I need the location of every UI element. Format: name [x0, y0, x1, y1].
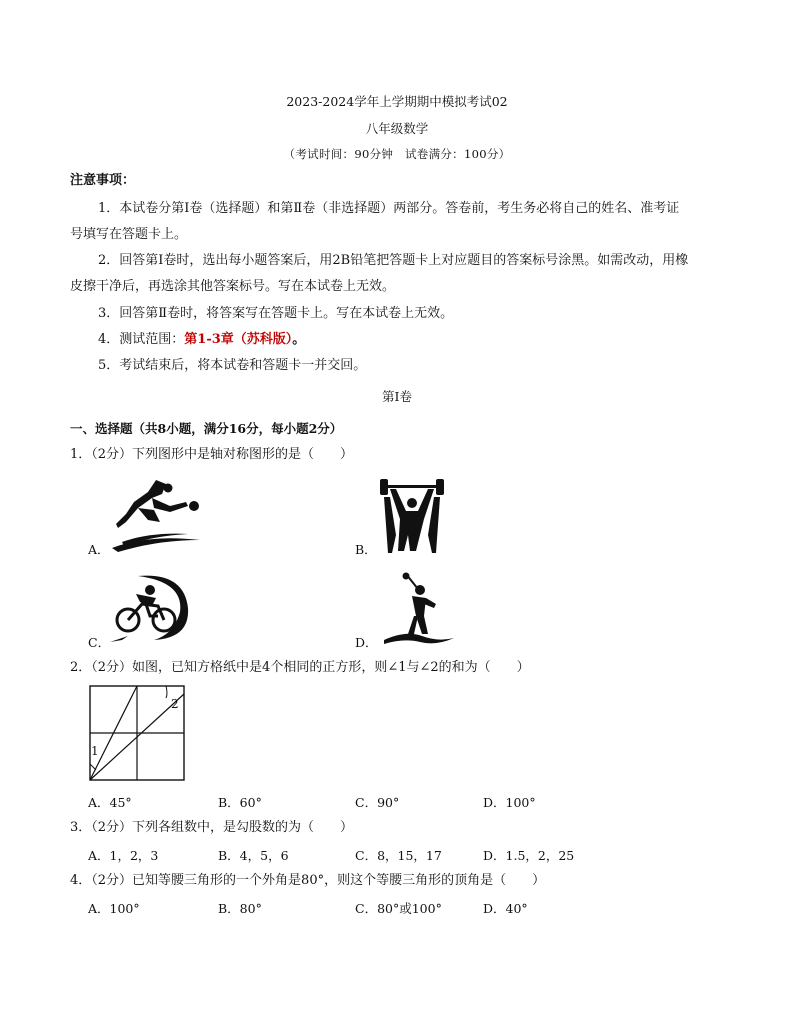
note-item-4 — [98, 331, 305, 349]
q4-option-a: A．100° — [88, 901, 140, 916]
note-item-5: 5．考试结束后，将本试卷和答题卡一并交回。 — [98, 358, 367, 373]
q4-option-d: D．40° — [483, 901, 528, 916]
q2-option-a: A．45° — [88, 795, 132, 810]
q2-option-c: C．90° — [355, 795, 400, 810]
note-item-2-line-1: 2．回答第Ⅰ卷时，选出每小题答案后，用2B铅笔把答题卡上对应题目的答案标号涂黑。如需改动，用橡 — [98, 253, 689, 268]
notes-heading: 注意事项： — [70, 173, 136, 188]
q1-option-c-label: C． — [88, 635, 111, 650]
q2-option-b: B．60° — [218, 795, 262, 810]
exam-title: 2023-2024学年上学期期中模拟考试02 — [286, 94, 508, 109]
golfer-figure-icon — [378, 568, 458, 648]
q3-option-b: B．4，5，6 — [218, 848, 289, 863]
section-heading: 一、选择题（共8小题，满分16分，每小题2分） — [70, 421, 343, 436]
note-item-2-line-2: 皮擦干净后，再选涂其他答案标号。写在本试卷上无效。 — [70, 279, 396, 294]
q4-option-c: C．80°或100° — [355, 901, 442, 916]
q1-option-a-label: A． — [88, 542, 110, 557]
exam-subject: 八年级数学 — [365, 121, 429, 136]
test-range: 第1-3章（苏科版） — [184, 332, 293, 347]
exam-info: （考试时间：90分钟 试卷满分：100分） — [283, 147, 511, 161]
question-2-stem: 2．（2分）如图，已知方格纸中是4个相同的正方形，则∠1与∠2的和为（ ） — [70, 660, 530, 675]
volleyball-figure-icon — [108, 478, 204, 554]
cyclist-figure-icon — [108, 570, 194, 648]
q1-option-d-label: D． — [355, 635, 378, 650]
angle-2-label: 2 — [171, 697, 179, 711]
note-item-4-prefix: 4．测试范围： — [98, 332, 185, 347]
q3-option-d: D．1.5，2，25 — [483, 848, 575, 863]
q4-option-b: B．80° — [218, 901, 262, 916]
question-3-stem: 3．（2分）下列各组数中，是勾股数的为（ ） — [70, 820, 354, 835]
q3-option-c: C．8，15，17 — [355, 848, 442, 863]
weightlifter-figure-icon — [376, 475, 448, 555]
question-4-stem: 4．（2分）已知等腰三角形的一个外角是80°，则这个等腰三角形的顶角是（ ） — [70, 873, 546, 888]
q1-option-b-label: B． — [355, 542, 377, 557]
note-item-4-suffix: 。 — [292, 332, 306, 347]
q3-option-a: A．1，2，3 — [88, 848, 159, 863]
note-item-1-line-2: 号填写在答题卡上。 — [70, 227, 188, 242]
q2-option-d: D．100° — [483, 795, 536, 810]
angle-1-label: 1 — [91, 744, 99, 758]
note-item-3: 3．回答第Ⅱ卷时，将答案写在答题卡上。写在本试卷上无效。 — [98, 306, 454, 321]
question-1-stem: 1．（2分）下列图形中是轴对称图形的是（ ） — [70, 447, 354, 462]
note-item-1-line-1: 1．本试卷分第Ⅰ卷（选择题）和第Ⅱ卷（非选择题）两部分。答卷前，考生务必将自己的姓名、准考证 — [98, 201, 680, 216]
volume-title: 第Ⅰ卷 — [382, 389, 412, 404]
